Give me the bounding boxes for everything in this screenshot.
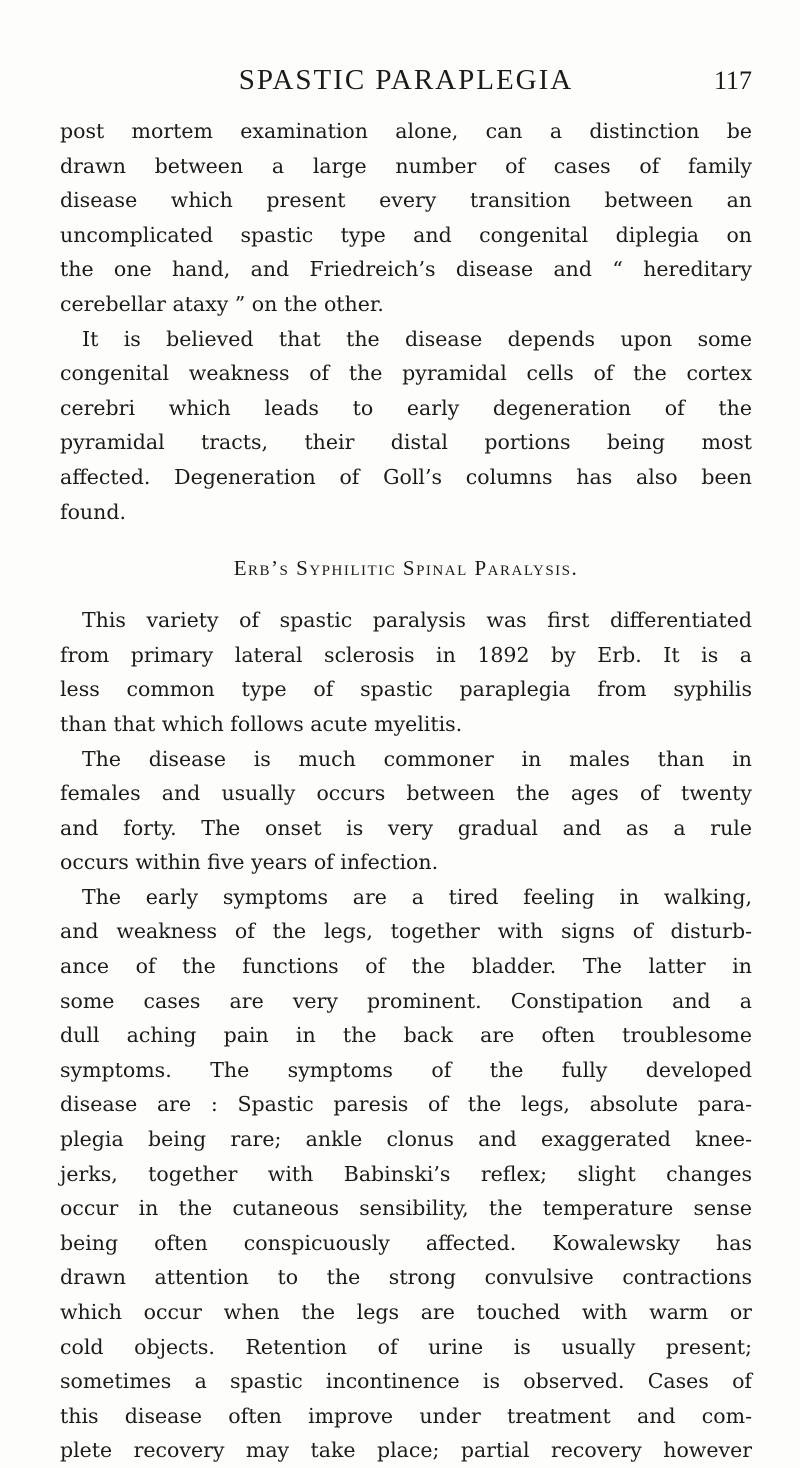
text-line: cerebri which leads to early degeneration of the xyxy=(60,395,752,420)
paragraph-symptoms xyxy=(60,880,752,1468)
page-header xyxy=(60,64,752,104)
paragraph-pathology xyxy=(60,322,752,530)
text-line: drawn attention to the strong convulsive contractions xyxy=(60,1265,752,1290)
text-line: plete recovery may take place; partial recovery however xyxy=(60,1438,752,1463)
text-line: symptoms. The symptoms of the fully developed xyxy=(60,1057,752,1082)
text-line: dull aching pain in the back are often troublesome xyxy=(60,1023,752,1048)
text-line: found. xyxy=(60,499,126,524)
text-line: drawn between a large number of cases of family xyxy=(60,153,752,178)
text-line: disease which present every transition between an xyxy=(60,188,752,213)
text-line: post mortem examination alone, can a distinction be xyxy=(60,119,752,143)
text-line: this disease often improve under treatment and com- xyxy=(60,1403,752,1428)
text-line: from primary lateral sclerosis in 1892 by Erb. It is a xyxy=(60,642,752,667)
text-line: less common type of spastic paraplegia from syphilis xyxy=(60,677,752,702)
page-number: 117 xyxy=(713,66,752,95)
text-line: plegia being rare; ankle clonus and exaggerated knee- xyxy=(60,1127,752,1152)
text-line: occurs within five years of infection. xyxy=(60,850,439,875)
text-line: some cases are very prominent. Constipation and a xyxy=(60,988,752,1013)
text-line: which occur when the legs are touched with warm or xyxy=(60,1300,752,1324)
running-head: SPASTIC PARAPLEGIA xyxy=(238,64,574,96)
text-line: and weakness of the legs, together with signs of disturb- xyxy=(60,919,752,944)
text-line: females and usually occurs between the ages of twenty xyxy=(60,781,752,806)
text-line: pyramidal tracts, their distal portions being most xyxy=(60,430,752,455)
text-line: disease are : Spastic paresis of the legs, absolute para- xyxy=(60,1092,752,1117)
text-line: and forty. The onset is very gradual and as a rule xyxy=(60,815,752,840)
text-line: than that which follows acute myelitis. xyxy=(60,711,463,736)
section-heading: Erb’s Syphilitic Spinal Paralysis. xyxy=(233,556,579,581)
text-line: This variety of spastic paralysis was first differentiated xyxy=(82,608,752,633)
book-page xyxy=(60,64,752,1468)
text-line: It is believed that the disease depends upon some xyxy=(82,326,752,351)
text-line: affected. Degeneration of Goll’s columns has also been xyxy=(60,464,752,489)
text-line: being often conspicuously affected. Kowalewsky has xyxy=(60,1230,752,1255)
text-line: The early symptoms are a tired feeling in walking, xyxy=(82,884,752,909)
text-line: ance of the functions of the bladder. The latter in xyxy=(60,954,752,979)
text-line: sometimes a spastic incontinence is observed. Cases of xyxy=(60,1369,752,1394)
paragraph-postmortem xyxy=(60,114,752,322)
paragraph-definition xyxy=(60,603,752,741)
text-line: congenital weakness of the pyramidal cells of the cortex xyxy=(60,361,752,386)
text-line: jerks, together with Babinski’s reflex; slight changes xyxy=(60,1161,752,1186)
paragraph-incidence xyxy=(60,742,752,880)
text-line: The disease is much commoner in males than in xyxy=(82,746,752,771)
text-line: cold objects. Retention of urine is usually present; xyxy=(60,1334,752,1359)
text-line: uncomplicated spastic type and congenital diplegia on xyxy=(60,222,752,247)
text-line: the one hand, and Friedreich’s disease and “ hereditary xyxy=(60,257,752,282)
text-line: cerebellar ataxy ” on the other. xyxy=(60,291,384,316)
text-line: occur in the cutaneous sensibility, the temperature sense xyxy=(60,1196,752,1221)
